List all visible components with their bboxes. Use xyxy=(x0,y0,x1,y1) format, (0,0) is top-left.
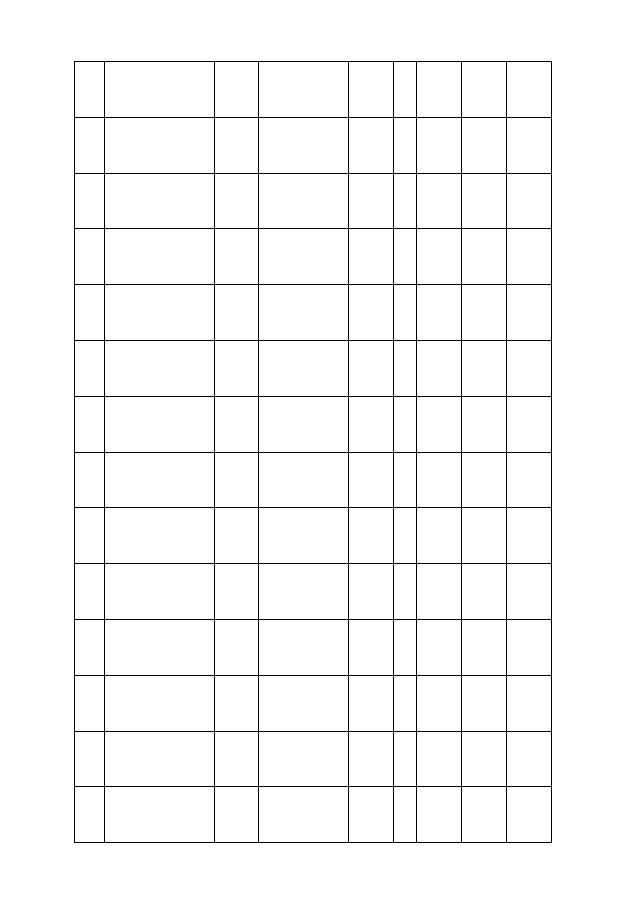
location-description xyxy=(215,285,259,341)
location-description xyxy=(215,340,259,396)
land-use-description xyxy=(259,396,349,452)
location-description xyxy=(215,452,259,508)
encumbrance-object xyxy=(349,173,394,229)
land-use-description xyxy=(259,452,349,508)
cadastral-number xyxy=(105,452,215,508)
encumbrance-object xyxy=(349,787,394,843)
land-use-description xyxy=(259,731,349,787)
value-a xyxy=(394,396,417,452)
value-a xyxy=(394,508,417,564)
encumbrance-object xyxy=(349,340,394,396)
value-a xyxy=(394,173,417,229)
row-number xyxy=(75,564,105,620)
value-b xyxy=(417,173,462,229)
land-use-description xyxy=(259,117,349,173)
value-a xyxy=(394,117,417,173)
location-description xyxy=(215,62,259,118)
value-c xyxy=(462,173,507,229)
value-b xyxy=(417,731,462,787)
encumbrance-object xyxy=(349,117,394,173)
row-number xyxy=(75,396,105,452)
value-a xyxy=(394,564,417,620)
row-number xyxy=(75,117,105,173)
row-number xyxy=(75,173,105,229)
value-a xyxy=(394,285,417,341)
row-number xyxy=(75,787,105,843)
row-number xyxy=(75,675,105,731)
cadastral-number xyxy=(105,731,215,787)
land-use-description xyxy=(259,340,349,396)
cadastral-number xyxy=(105,396,215,452)
cadastral-number xyxy=(105,62,215,118)
location-description xyxy=(215,619,259,675)
encumbrance-object xyxy=(349,229,394,285)
value-a xyxy=(394,619,417,675)
value-d xyxy=(507,285,552,341)
row-number xyxy=(75,619,105,675)
value-a xyxy=(394,340,417,396)
value-b xyxy=(417,229,462,285)
table-row xyxy=(75,62,552,118)
value-b xyxy=(417,564,462,620)
location-description xyxy=(215,508,259,564)
table-row xyxy=(75,340,552,396)
value-c xyxy=(462,62,507,118)
value-d xyxy=(507,508,552,564)
value-b xyxy=(417,675,462,731)
land-use-description xyxy=(259,229,349,285)
value-c xyxy=(462,229,507,285)
value-c xyxy=(462,340,507,396)
row-number xyxy=(75,508,105,564)
cadastral-number xyxy=(105,117,215,173)
cadastral-number xyxy=(105,619,215,675)
land-use-description xyxy=(259,173,349,229)
value-d xyxy=(507,62,552,118)
location-description xyxy=(215,787,259,843)
value-d xyxy=(507,675,552,731)
table-row xyxy=(75,675,552,731)
land-use-description xyxy=(259,508,349,564)
value-b xyxy=(417,787,462,843)
cadastral-number xyxy=(105,508,215,564)
row-number xyxy=(75,452,105,508)
land-use-description xyxy=(259,62,349,118)
encumbrance-object xyxy=(349,675,394,731)
value-b xyxy=(417,619,462,675)
value-c xyxy=(462,675,507,731)
land-use-description xyxy=(259,619,349,675)
location-description xyxy=(215,564,259,620)
land-use-description xyxy=(259,787,349,843)
value-c xyxy=(462,452,507,508)
encumbrance-object xyxy=(349,731,394,787)
row-number xyxy=(75,731,105,787)
value-c xyxy=(462,117,507,173)
cadastral-number xyxy=(105,675,215,731)
encumbrance-object xyxy=(349,564,394,620)
value-a xyxy=(394,452,417,508)
value-a xyxy=(394,731,417,787)
cadastral-number xyxy=(105,787,215,843)
value-c xyxy=(462,731,507,787)
table-row xyxy=(75,731,552,787)
location-description xyxy=(215,731,259,787)
value-b xyxy=(417,285,462,341)
value-c xyxy=(462,787,507,843)
value-d xyxy=(507,340,552,396)
value-b xyxy=(417,62,462,118)
table-row xyxy=(75,564,552,620)
value-a xyxy=(394,62,417,118)
encumbrance-object xyxy=(349,619,394,675)
registry-table xyxy=(74,61,552,843)
row-number xyxy=(75,285,105,341)
table-row xyxy=(75,619,552,675)
value-d xyxy=(507,787,552,843)
table-row xyxy=(75,396,552,452)
row-number xyxy=(75,340,105,396)
value-d xyxy=(507,229,552,285)
value-c xyxy=(462,508,507,564)
land-use-description xyxy=(259,564,349,620)
value-b xyxy=(417,508,462,564)
encumbrance-object xyxy=(349,452,394,508)
value-d xyxy=(507,731,552,787)
table-row xyxy=(75,787,552,843)
encumbrance-object xyxy=(349,62,394,118)
table-row xyxy=(75,229,552,285)
location-description xyxy=(215,173,259,229)
table-row xyxy=(75,173,552,229)
value-a xyxy=(394,675,417,731)
table-row xyxy=(75,117,552,173)
value-d xyxy=(507,173,552,229)
value-d xyxy=(507,396,552,452)
cadastral-number xyxy=(105,564,215,620)
location-description xyxy=(215,229,259,285)
encumbrance-object xyxy=(349,285,394,341)
value-c xyxy=(462,564,507,620)
value-d xyxy=(507,564,552,620)
table-row xyxy=(75,285,552,341)
cadastral-number xyxy=(105,285,215,341)
value-b xyxy=(417,117,462,173)
land-use-description xyxy=(259,675,349,731)
table-row xyxy=(75,508,552,564)
value-d xyxy=(507,117,552,173)
value-d xyxy=(507,452,552,508)
value-b xyxy=(417,396,462,452)
value-a xyxy=(394,787,417,843)
row-number xyxy=(75,62,105,118)
location-description xyxy=(215,675,259,731)
cadastral-number xyxy=(105,173,215,229)
value-b xyxy=(417,452,462,508)
value-d xyxy=(507,619,552,675)
value-b xyxy=(417,340,462,396)
value-c xyxy=(462,619,507,675)
row-number xyxy=(75,229,105,285)
value-c xyxy=(462,285,507,341)
land-use-description xyxy=(259,285,349,341)
table-row xyxy=(75,452,552,508)
encumbrance-object xyxy=(349,396,394,452)
encumbrance-object xyxy=(349,508,394,564)
value-c xyxy=(462,396,507,452)
cadastral-number xyxy=(105,340,215,396)
value-a xyxy=(394,229,417,285)
location-description xyxy=(215,117,259,173)
cadastral-number xyxy=(105,229,215,285)
location-description xyxy=(215,396,259,452)
